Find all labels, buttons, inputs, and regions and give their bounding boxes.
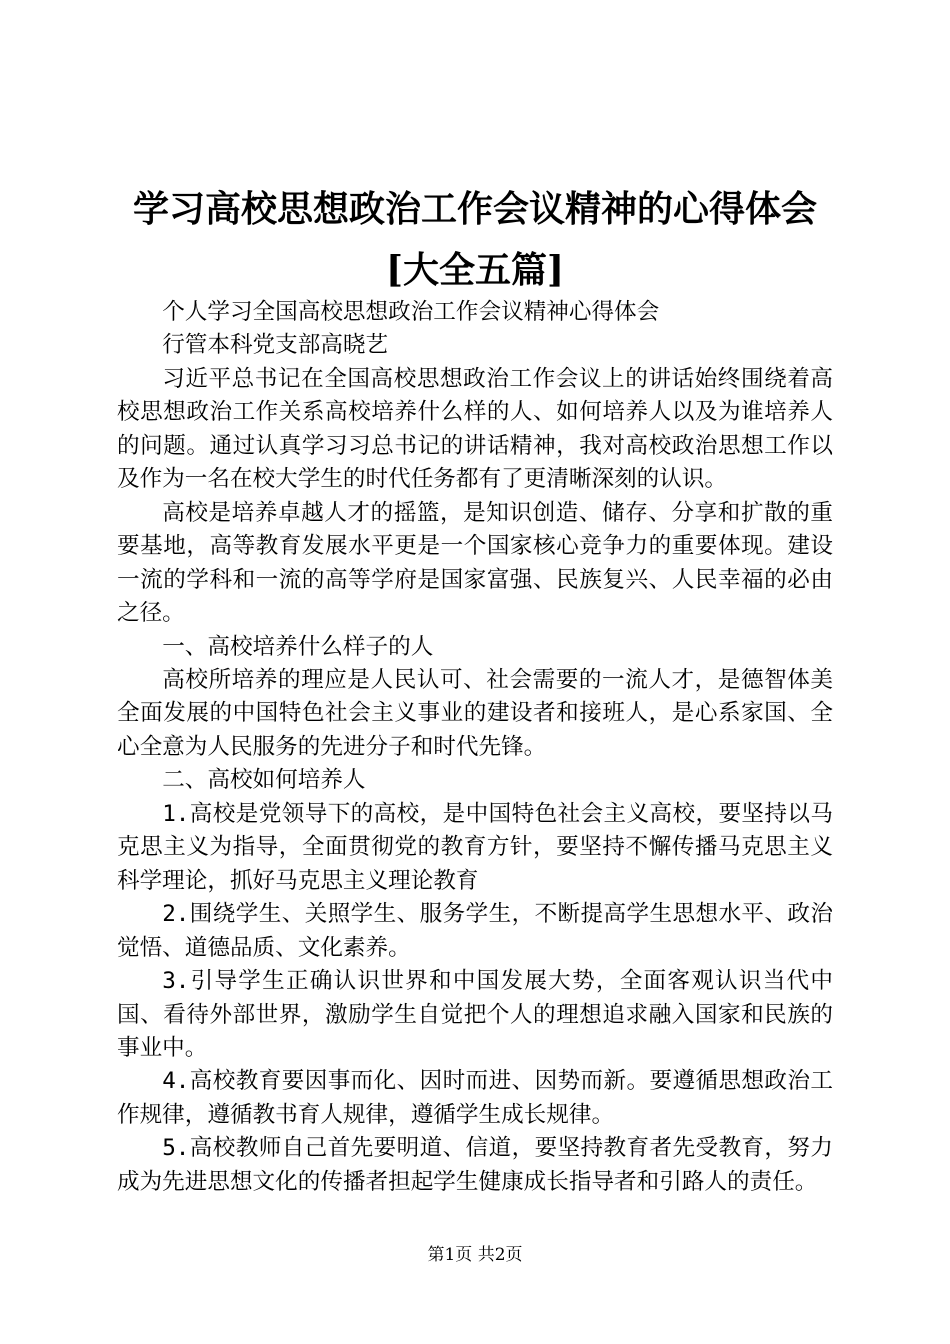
paragraph: 高校是培养卓越人才的摇篮，是知识创造、储存、分享和扩散的重要基地，高等教育发展水平更是一个国家核心竞争力的重要体现。建设一流的学科和一流的高等学府是国家富强、民族复兴、人民幸福的必由之径。 bbox=[117, 499, 833, 627]
paragraph-author: 行管本科党支部高晓艺 bbox=[162, 332, 389, 359]
paragraph: 习近平总书记在全国高校思想政治工作会议上的讲话始终围绕着高校思想政治工作关系高校培养什么样的人、如何培养人以及为谁培养人的问题。通过认真学习习总书记的讲话精神，我对高校政治思想工作以及作为一名在校大学生的时代任务都有了更清晰深刻的认识。 bbox=[117, 365, 833, 493]
list-item: 4.高校教育要因事而化、因时而进、因势而新。要遵循思想政治工作规律，遵循教书育人规律，遵循学生成长规律。 bbox=[117, 1068, 833, 1128]
document-title: 学习高校思想政治工作会议精神的心得体会 bbox=[132, 188, 817, 230]
document-subtitle: [大全五篇] bbox=[385, 249, 565, 291]
list-item: 5.高校教师自己首先要明道、信道，要坚持教育者先受教育，努力成为先进思想文化的传播者担起学生健康成长指导者和引路人的责任。 bbox=[117, 1135, 833, 1195]
list-item: 3.引导学生正确认识世界和中国发展大势，全面客观认识当代中国、看待外部世界，激励学生自觉把个人的理想追求融入国家和民族的事业中。 bbox=[117, 968, 833, 1061]
page-footer: 第1页 共2页 bbox=[427, 1245, 523, 1265]
section-heading: 一、高校培养什么样子的人 bbox=[162, 633, 434, 660]
paragraph: 高校所培养的理应是人民认可、社会需要的一流人才，是德智体美全面发展的中国特色社会主义事业的建设者和接班人，是心系家国、全心全意为人民服务的先进分子和时代先锋。 bbox=[117, 666, 833, 760]
list-item: 2.围绕学生、关照学生、服务学生，不断提高学生思想水平、政治觉悟、道德品质、文化素养。 bbox=[117, 901, 833, 961]
document-body bbox=[117, 296, 833, 1199]
list-item: 1.高校是党领导下的高校，是中国特色社会主义高校，要坚持以马克思主义为指导，全面贯彻党的教育方针，要坚持不懈传播马克思主义科学理论，抓好马克思主义理论教育 bbox=[117, 800, 833, 894]
section-heading: 二、高校如何培养人 bbox=[162, 767, 366, 794]
paragraph-heading: 个人学习全国高校思想政治工作会议精神心得体会 bbox=[162, 299, 660, 325]
